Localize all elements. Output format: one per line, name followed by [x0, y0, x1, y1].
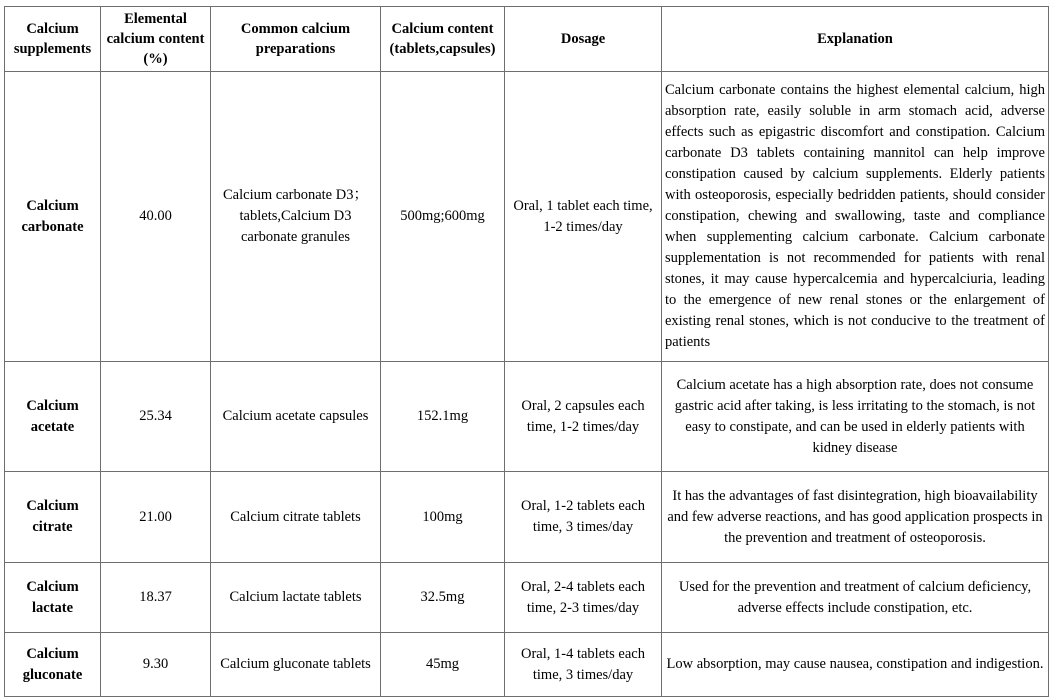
header-calcium-content: Calcium content (tablets,capsules): [381, 7, 505, 72]
calcium-content: 152.1mg: [381, 362, 505, 472]
header-elemental-content: Elemental calcium content (%): [101, 7, 211, 72]
table-row: [5, 563, 1049, 633]
supplement-name: Calcium citrate: [5, 472, 101, 563]
preparations: Calcium carbonate D3； tablets,Calcium D3 carbonate granules: [211, 72, 381, 362]
explanation: Used for the prevention and treatment of calcium deficiency, adverse effects include constipation, etc.: [662, 563, 1049, 633]
explanation: Low absorption, may cause nausea, constipation and indigestion.: [662, 633, 1049, 697]
elemental-content: 9.30: [101, 633, 211, 697]
elemental-content: 18.37: [101, 563, 211, 633]
header-preparations: Common calcium preparations: [211, 7, 381, 72]
calcium-content: 45mg: [381, 633, 505, 697]
preparations: Calcium lactate tablets: [211, 563, 381, 633]
header-dosage: Dosage: [505, 7, 662, 72]
table-row: [5, 633, 1049, 697]
elemental-content: 21.00: [101, 472, 211, 563]
calcium-supplements-table: [4, 6, 1049, 697]
preparations: Calcium acetate capsules: [211, 362, 381, 472]
table-row: [5, 472, 1049, 563]
calcium-content: 32.5mg: [381, 563, 505, 633]
calcium-content: 100mg: [381, 472, 505, 563]
supplement-name: Calcium carbonate: [5, 72, 101, 362]
elemental-content: 40.00: [101, 72, 211, 362]
header-supplement: Calcium supplements: [5, 7, 101, 72]
explanation: It has the advantages of fast disintegration, high bioavailability and few adverse reactions, and has good application prospects in the prevention and treatment of osteoporosis.: [662, 472, 1049, 563]
dosage: Oral, 1 tablet each time, 1-2 times/day: [505, 72, 662, 362]
supplement-name: Calcium acetate: [5, 362, 101, 472]
dosage: Oral, 1-4 tablets each time, 3 times/day: [505, 633, 662, 697]
preparations: Calcium gluconate tablets: [211, 633, 381, 697]
preparations: Calcium citrate tablets: [211, 472, 381, 563]
calcium-content: 500mg;600mg: [381, 72, 505, 362]
supplement-name: Calcium lactate: [5, 563, 101, 633]
table-row: [5, 362, 1049, 472]
table-row: [5, 72, 1049, 362]
explanation: Calcium acetate has a high absorption rate, does not consume gastric acid after taking, is less irritating to the stomach, is not easy to constipate, and can be used in elderly patients with kidney disease: [662, 362, 1049, 472]
supplement-name: Calcium gluconate: [5, 633, 101, 697]
explanation: Calcium carbonate contains the highest elemental calcium, high absorption rate, easily soluble in arm stomach acid, adverse effects such as epigastric discomfort and constipation. Calcium carbonate D3 tablets containing mannitol can help improve constipation caused by calcium supplements. Elderly patients with osteoporosis, especially bedridden patients, should consider constipation, chewing and swallowing, taste and compliance when supplementing calcium carbonate. Calcium carbonate supplementation is not recommended for patients with renal stones, it may cause hypercalcemia and hypercalciuria, leading to the emergence of new renal stones or the enlargement of existing renal stones, which is not conducive to the treatment of patients: [662, 72, 1049, 362]
dosage: Oral, 1-2 tablets each time, 3 times/day: [505, 472, 662, 563]
dosage: Oral, 2-4 tablets each time, 2-3 times/day: [505, 563, 662, 633]
dosage: Oral, 2 capsules each time, 1-2 times/day: [505, 362, 662, 472]
elemental-content: 25.34: [101, 362, 211, 472]
header-explanation: Explanation: [662, 7, 1049, 72]
header-row: [5, 7, 1049, 72]
